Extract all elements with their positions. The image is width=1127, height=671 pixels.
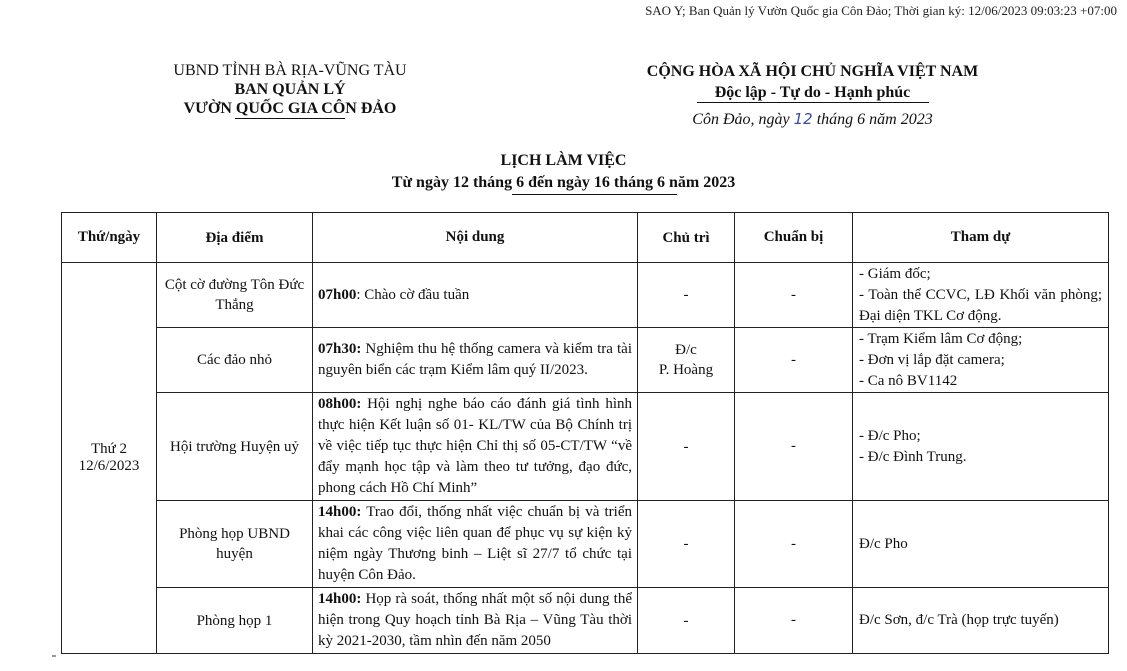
date-suffix: tháng 6 năm 2023: [816, 111, 933, 128]
row-prep: -: [735, 263, 853, 328]
table-row: [62, 501, 1109, 588]
national-header: [600, 61, 1025, 130]
place-date: [600, 109, 1025, 130]
row-location: Phòng họp UBND huyện: [157, 501, 313, 588]
issuing-organization: [140, 61, 440, 119]
row-location: Hội trường Huyện uỷ: [157, 393, 313, 501]
document-title-block: [0, 150, 1127, 194]
scan-mark: [52, 655, 56, 657]
document-title: LỊCH LÀM VIỆC: [500, 152, 627, 169]
row-attendees: Đ/c Sơn, đ/c Trà (họp trực tuyến): [853, 588, 1109, 654]
document-subtitle: Từ ngày 12 tháng 6 đến ngày 16 tháng 6 năm 2023: [391, 174, 736, 191]
row-attendees: - Trạm Kiểm lâm Cơ động; - Đơn vị lắp đặt camera; - Ca nô BV1142: [853, 328, 1109, 393]
table-row: [62, 588, 1109, 654]
header-location: Địa điểm: [157, 213, 313, 263]
row-prep: -: [735, 393, 853, 501]
row-prep: -: [735, 588, 853, 654]
org-underline: [235, 118, 345, 119]
day-date: 12/6/2023: [78, 458, 140, 474]
org-park: VƯỜN QUỐC GIA CÔN ĐẢO: [183, 100, 397, 117]
header-prep: Chuẩn bị: [735, 213, 853, 263]
row-chair: -: [638, 263, 735, 328]
row-chair: -: [638, 393, 735, 501]
row-chair: -: [638, 501, 735, 588]
row-content: 14h00: Trao đổi, thống nhất việc chuẩn bị và triển khai các công việc liên quan để phục vụ sự kiện kỷ niệm ngày Thương binh – Liệt sĩ 27/7 tổ chức tại huyện Côn Đảo.: [313, 501, 638, 588]
row-location: Các đảo nhỏ: [157, 328, 313, 393]
date-prefix: Côn Đảo, ngày: [692, 111, 790, 128]
row-attendees: - Đ/c Pho; - Đ/c Đình Trung.: [853, 393, 1109, 501]
header-content: Nội dung: [313, 213, 638, 263]
day-weekday: Thứ 2: [90, 441, 128, 457]
digital-signature-stamp: SAO Y; Ban Quản lý Vườn Quốc gia Côn Đảo; Thời gian ký: 12/06/2023 09:03:23 +07:00: [645, 3, 1117, 18]
row-chair: Đ/c P. Hoàng: [638, 328, 735, 393]
row-attendees: Đ/c Pho: [853, 501, 1109, 588]
date-day-handwritten: 12: [793, 110, 813, 128]
row-attendees: - Giám đốc; - Toàn thể CCVC, LĐ Khối văn phòng; Đại diện TKL Cơ động.: [853, 263, 1109, 328]
title-underline: [512, 194, 677, 195]
national-motto: Độc lập - Tự do - Hạnh phúc: [714, 84, 911, 101]
header-attendees: Tham dự: [853, 213, 1109, 263]
table-row: [62, 263, 1109, 328]
row-content: 14h00: Họp rà soát, thống nhất một số nội dung thể hiện trong Quy hoạch tỉnh Bà Rịa – Vũng Tàu thời kỳ 2021-2030, tầm nhìn đến năm 2050: [313, 588, 638, 654]
table-header-row: [62, 213, 1109, 263]
row-location: Phòng họp 1: [157, 588, 313, 654]
row-content: 07h00: Chào cờ đầu tuần: [313, 263, 638, 328]
row-chair: -: [638, 588, 735, 654]
table-row: [62, 328, 1109, 393]
national-name: CỘNG HÒA XÃ HỘI CHỦ NGHĨA VIỆT NAM: [646, 63, 979, 80]
header-day: Thứ/ngày: [62, 213, 157, 263]
table-row: [62, 393, 1109, 501]
schedule-table: [61, 212, 1109, 654]
header-chair: Chủ trì: [638, 213, 735, 263]
row-prep: -: [735, 328, 853, 393]
row-content: 08h00: Hội nghị nghe báo cáo đánh giá tình hình thực hiện Kết luận số 01- KL/TW của Bộ Chính trị về việc tiếp tục thực hiện Chỉ thị số 05-CT/TW “về đẩy mạnh học tập và làm theo tư tưởng, đạo đức, phong cách Hồ Chí Minh”: [313, 393, 638, 501]
org-board: BAN QUẢN LÝ: [234, 81, 346, 98]
org-province: UBND TỈNH BÀ RỊA-VŨNG TÀU: [173, 62, 407, 79]
row-location: Cột cờ đường Tôn Đức Thắng: [157, 263, 313, 328]
row-content: 07h30: Nghiệm thu hệ thống camera và kiểm tra tài nguyên biển các trạm Kiểm lâm quý II/2023.: [313, 328, 638, 393]
day-cell: [62, 263, 157, 654]
row-prep: -: [735, 501, 853, 588]
